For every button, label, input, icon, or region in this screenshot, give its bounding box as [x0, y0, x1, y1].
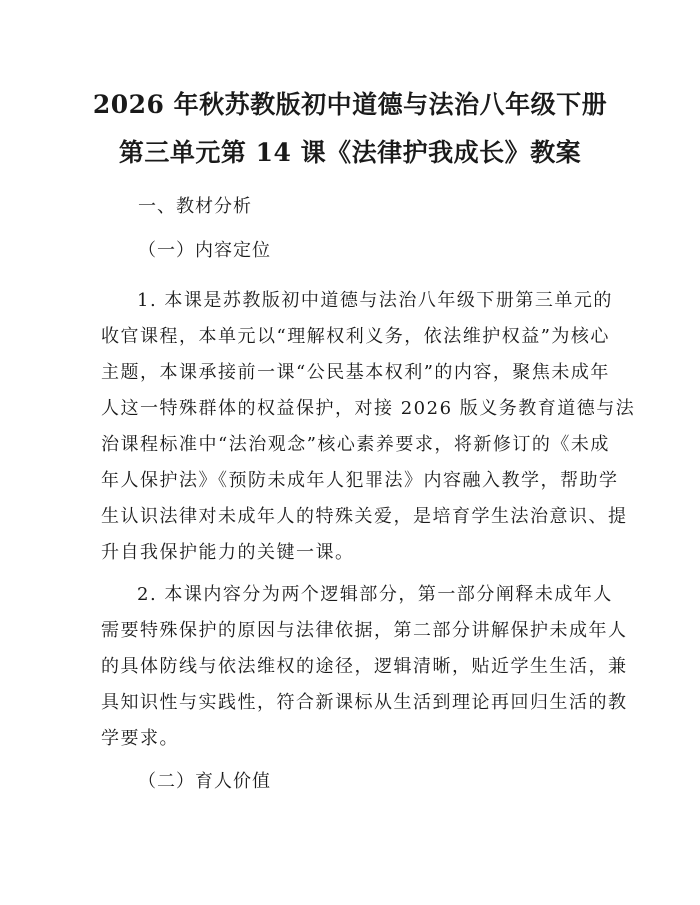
paragraph-1-line: 生认识法律对未成年人的特殊关爱，是培育学生法治意识、提 — [101, 506, 628, 527]
paragraph-2 — [101, 577, 628, 757]
paragraph-1-line: 年人保护法》《预防未成年人犯罪法》内容融入教学，帮助学 — [101, 470, 619, 491]
paragraph-1-line: 人这一特殊群体的权益保护，对接 2026 版义务教育道德与法 — [101, 398, 636, 419]
paragraph-1-line: 治课程标准中“法治观念”核心素养要求，将新修订的《未成 — [101, 434, 610, 455]
paragraph-1-line: 主题，本课承接前一课“公民基本权利”的内容，聚焦未成年 — [101, 362, 610, 383]
document-title-line-2: 第三单元第 14 课《法律护我成长》教案 — [118, 138, 582, 167]
paragraph-2-line: 学要求。 — [101, 728, 179, 749]
section-heading-textbook-analysis: 一、教材分析 — [138, 196, 252, 217]
paragraph-1-line: 1. 本课是苏教版初中道德与法治八年级下册第三单元的 — [137, 290, 613, 311]
paragraph-1-line: 收官课程，本单元以“理解权利义务，依法维护权益”为核心 — [101, 326, 610, 347]
paragraph-2-line: 的具体防线与依法维权的途径，逻辑清晰，贴近学生生活，兼 — [101, 656, 628, 677]
paragraph-2-line: 具知识性与实践性，符合新课标从生活到理论再回归生活的教 — [101, 692, 628, 713]
subsection-heading-educational-value: （二）育人价值 — [138, 771, 271, 792]
paragraph-2-line: 2. 本课内容分为两个逻辑部分，第一部分阐释未成年人 — [137, 584, 613, 605]
paragraph-1-line: 升自我保护能力的关键一课。 — [101, 542, 355, 563]
subsection-heading-content-positioning: （一）内容定位 — [138, 240, 271, 261]
paragraph-2-line: 需要特殊保护的原因与法律依据，第二部分讲解保护未成年人 — [101, 620, 628, 641]
document-title-line-1: 2026 年秋苏教版初中道德与法治八年级下册 — [92, 90, 608, 119]
paragraph-1 — [101, 283, 636, 571]
